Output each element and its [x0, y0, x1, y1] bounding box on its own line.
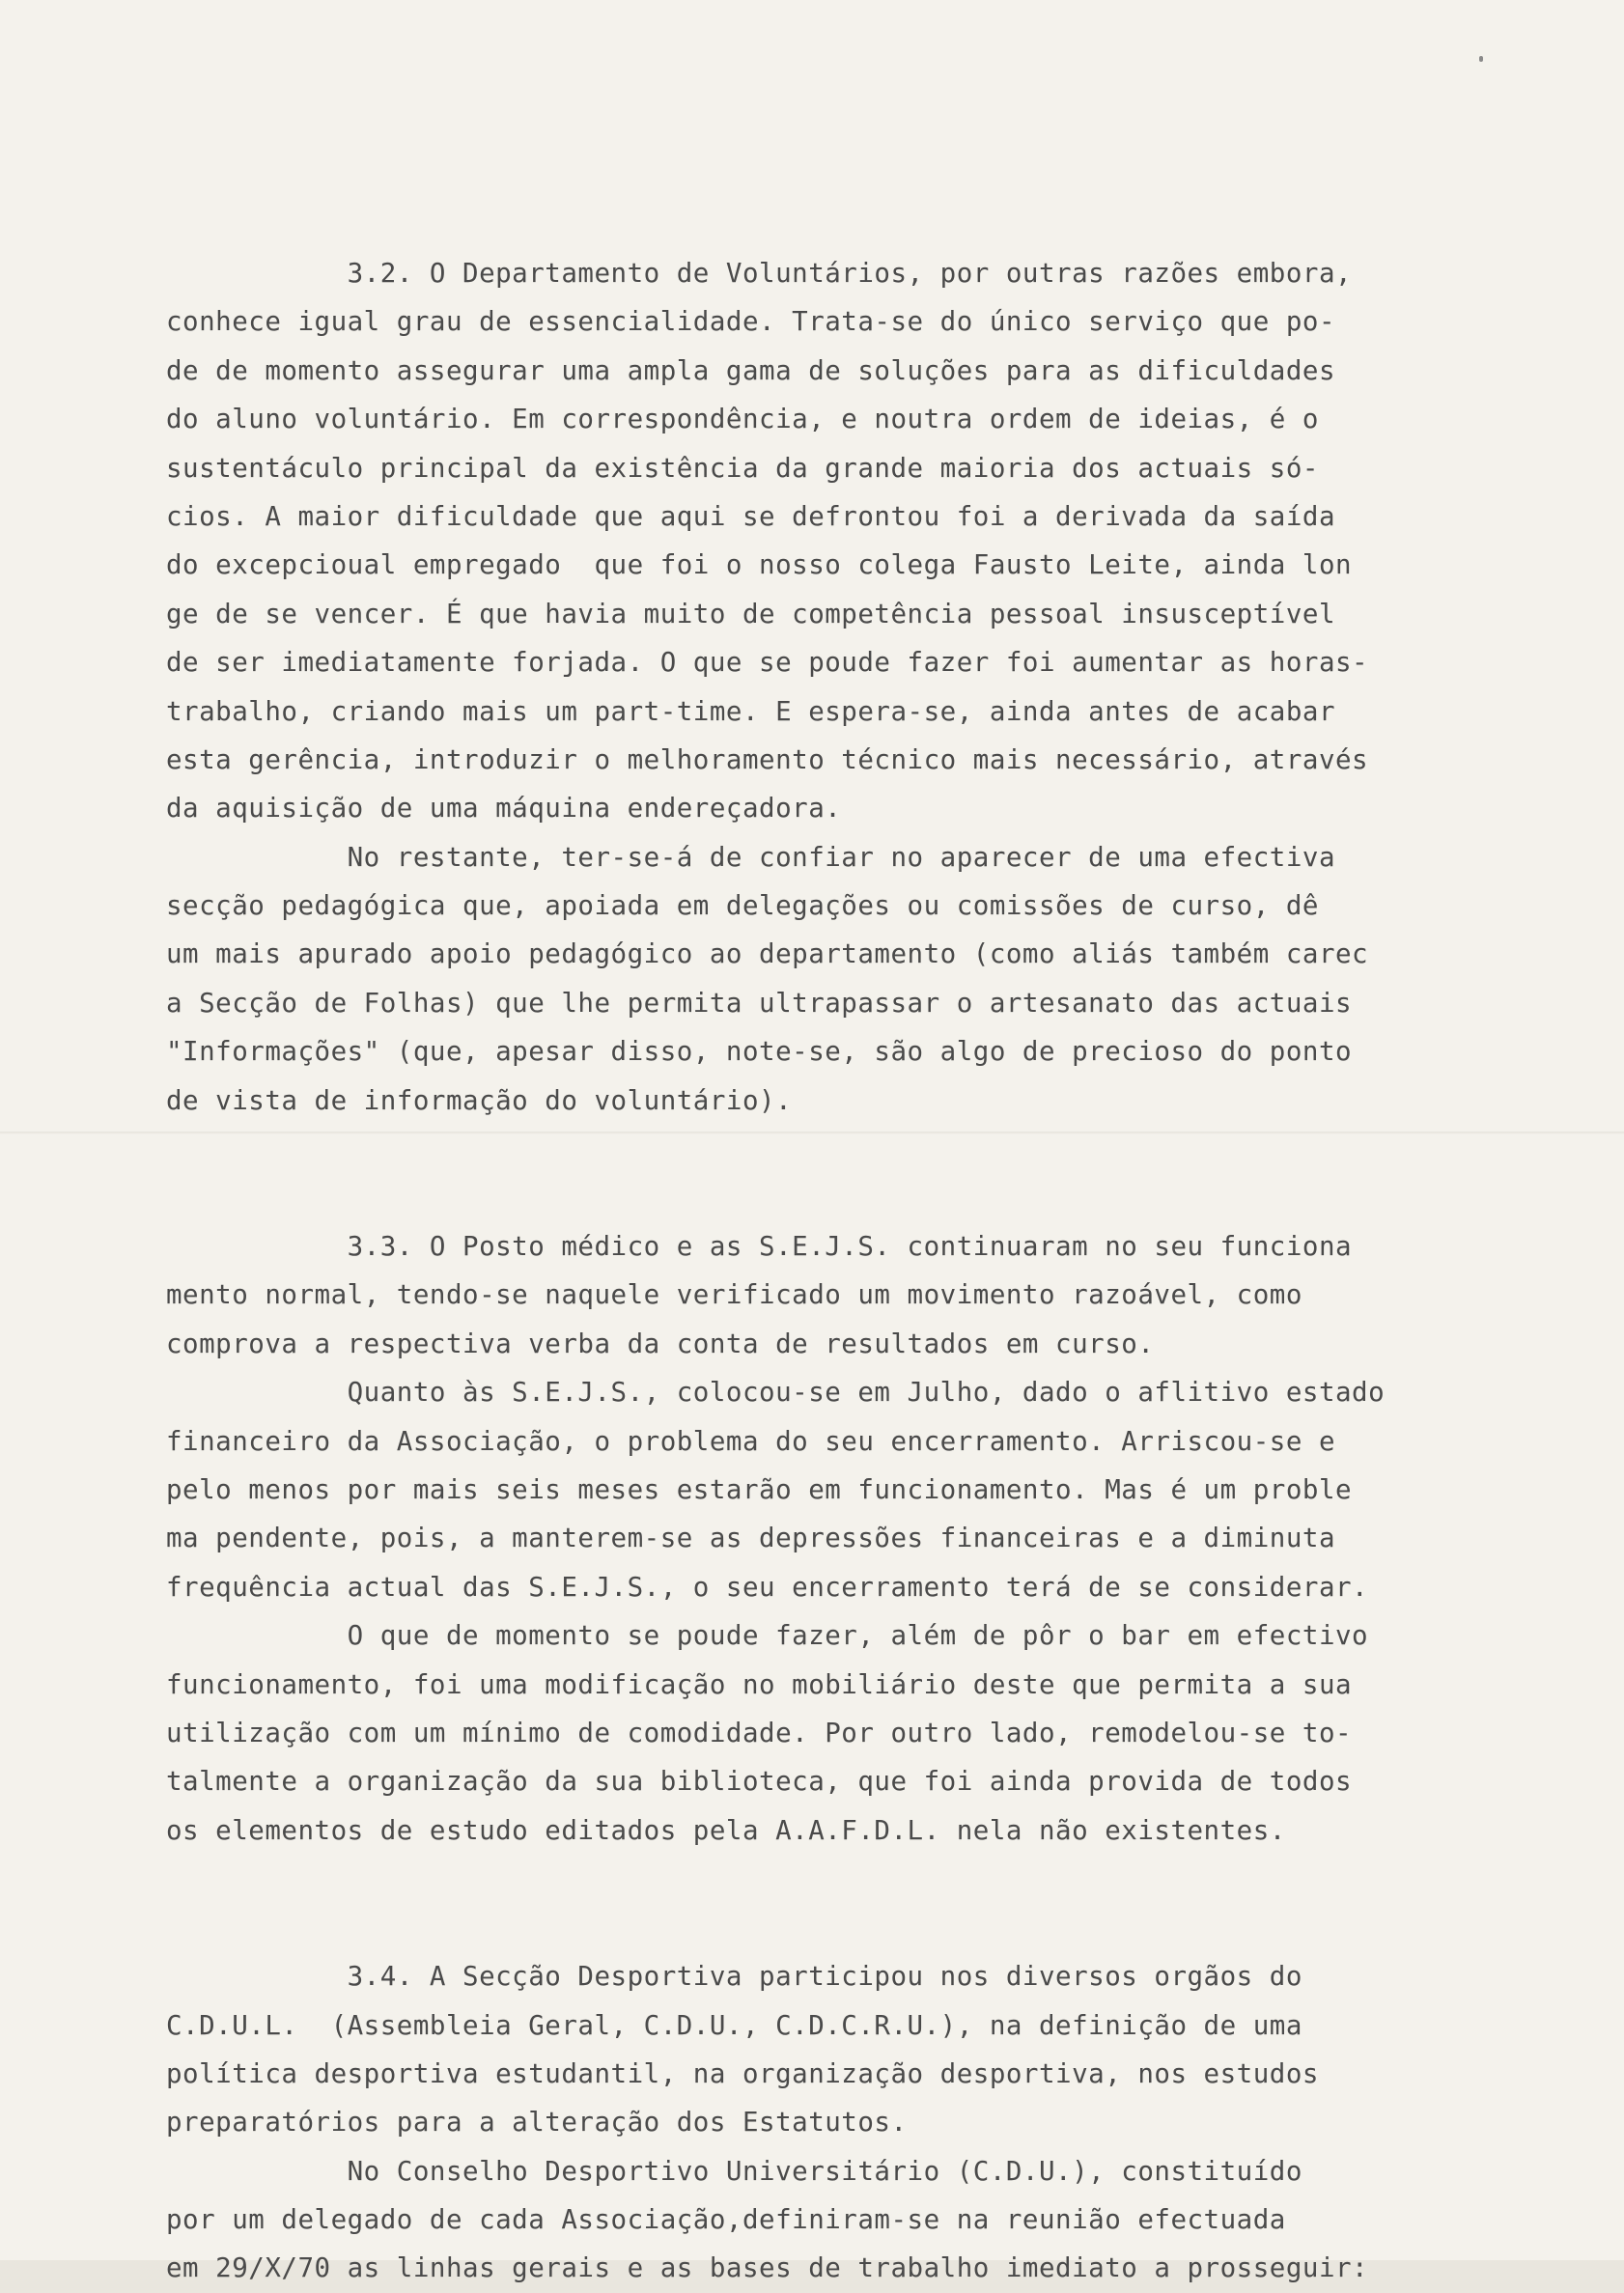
section-3-3: [166, 1222, 1605, 1855]
text-line: ma pendente, pois, a manterem-se as depressões financeiras e a diminuta: [166, 1523, 1336, 1554]
text-line: financeiro da Associação, o problema do seu encerramento. Arriscou-se e: [166, 1425, 1336, 1457]
text-line: No Conselho Desportivo Universitário (C.D.U.), constituído: [166, 2155, 1302, 2187]
text-line: mento normal, tendo-se naquele verificado um movimento razoável, como: [166, 1279, 1302, 1311]
text-line: de de momento assegurar uma ampla gama de soluções para as dificuldades: [166, 354, 1336, 386]
text-line: talmente a organização da sua biblioteca, que foi ainda provida de todos: [166, 1766, 1353, 1798]
text-line: comprova a respectiva verba da conta de resultados em curso.: [166, 1328, 1155, 1359]
ink-mark: [1479, 56, 1483, 62]
text-line: de vista de informação do voluntário).: [166, 1084, 793, 1116]
text-line: O que de momento se poude fazer, além de pôr o bar em efectivo: [166, 1620, 1369, 1652]
text-line: pelo menos por mais seis meses estarão em funcionamento. Mas é um proble: [166, 1473, 1353, 1505]
text-line: trabalho, criando mais um part-time. E espera-se, ainda antes de acabar: [166, 695, 1336, 727]
text-line: funcionamento, foi uma modificação no mobiliário deste que permita a sua: [166, 1668, 1353, 1700]
text-line: a Secção de Folhas) que lhe permita ultrapassar o artesanato das actuais: [166, 987, 1353, 1019]
section-gap: [166, 1125, 1605, 1222]
text-line: da aquisição de uma máquina endereçadora.: [166, 793, 842, 825]
document-body: [166, 249, 1605, 2293]
text-line: utilização com um mínimo de comodidade. Por outro lado, remodelou-se to-: [166, 1717, 1353, 1748]
section-gap: [166, 1855, 1605, 1952]
text-line: por um delegado de cada Associação,definiram-se na reunião efectuada: [166, 2204, 1286, 2236]
text-line: 3.2. O Departamento de Voluntários, por outras razões embora,: [166, 258, 1353, 289]
text-line: preparatórios para a alteração dos Estatutos.: [166, 2107, 908, 2139]
text-line: política desportiva estudantil, na organização desportiva, nos estudos: [166, 2057, 1319, 2089]
text-line: 3.4. A Secção Desportiva participou nos diversos orgãos do: [166, 1961, 1302, 1993]
text-line: 3.3. O Posto médico e as S.E.J.S. continuaram no seu funciona: [166, 1231, 1353, 1263]
text-line: esta gerência, introduzir o melhoramento técnico mais necessário, através: [166, 743, 1369, 775]
text-line: C.D.U.L. (Assembleia Geral, C.D.U., C.D.C.R.U.), na definição de uma: [166, 2009, 1302, 2041]
section-3-4: [166, 1952, 1605, 2293]
text-line: em 29/X/70 as linhas gerais e as bases de trabalho imediato a prosseguir:: [166, 2252, 1369, 2284]
text-line: do aluno voluntário. Em correspondência, e noutra ordem de ideias, é o: [166, 404, 1319, 435]
text-line: No restante, ter-se-á de confiar no aparecer de uma efectiva: [166, 841, 1336, 873]
text-line: frequência actual das S.E.J.S., o seu encerramento terá de se considerar.: [166, 1571, 1369, 1603]
text-line: do excepcioual empregado que foi o nosso colega Fausto Leite, ainda lon: [166, 549, 1353, 581]
text-line: secção pedagógica que, apoiada em delegações ou comissões de curso, dê: [166, 890, 1319, 922]
text-line: Quanto às S.E.J.S., colocou-se em Julho, dado o aflitivo estado: [166, 1377, 1386, 1409]
text-line: de ser imediatamente forjada. O que se poude fazer foi aumentar as horas-: [166, 647, 1369, 679]
text-line: sustentáculo principal da existência da grande maioria dos actuais só-: [166, 452, 1319, 484]
text-line: os elementos de estudo editados pela A.A.F.D.L. nela não existentes.: [166, 1814, 1286, 1846]
text-line: "Informações" (que, apesar disso, note-se, são algo de precioso do ponto: [166, 1036, 1353, 1068]
text-line: um mais apurado apoio pedagógico ao departamento (como aliás também carec: [166, 938, 1369, 970]
text-line: cios. A maior dificuldade que aqui se defrontou foi a derivada da saída: [166, 500, 1336, 532]
text-line: ge de se vencer. É que havia muito de competência pessoal insusceptível: [166, 598, 1336, 629]
text-line: conhece igual grau de essencialidade. Trata-se do único serviço que po-: [166, 306, 1336, 338]
section-3-2: [166, 249, 1605, 1125]
